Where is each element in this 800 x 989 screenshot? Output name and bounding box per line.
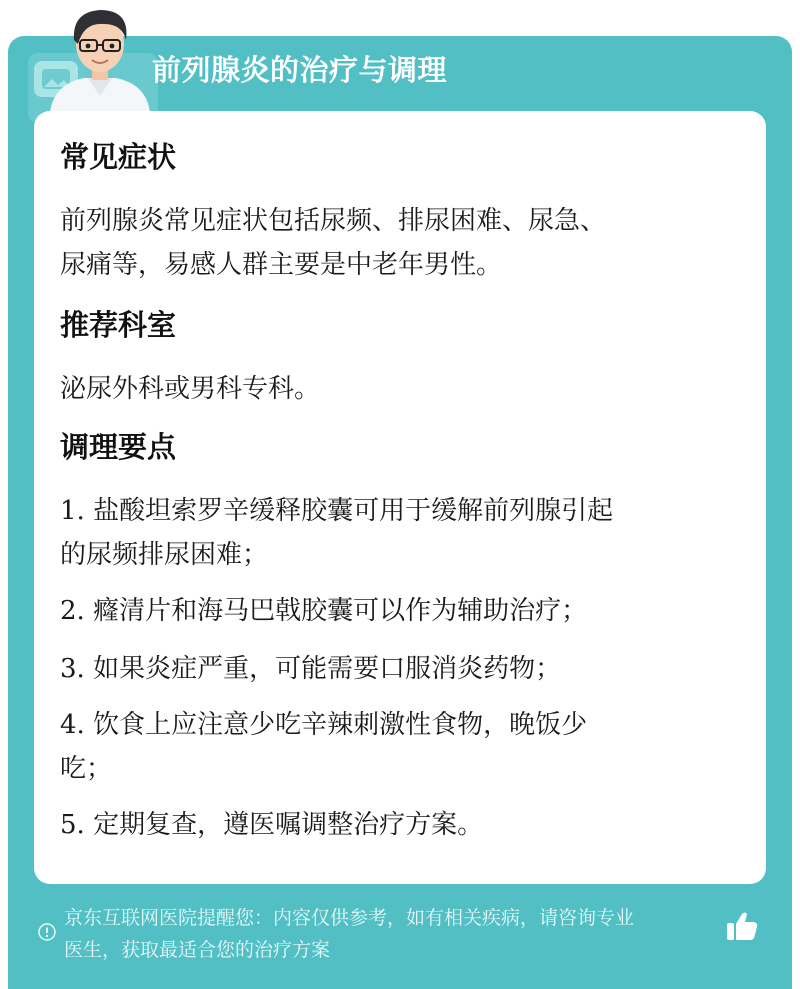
list-text: 定期复查，遵医嘱调整治疗方案。	[93, 810, 484, 840]
symptoms-text	[60, 199, 740, 287]
list-number: 1.	[60, 496, 85, 526]
list-number: 4.	[60, 710, 85, 740]
page-title: 前列腺炎的治疗与调理	[152, 53, 448, 87]
list-number: 5.	[60, 810, 85, 840]
care-heading: 调理要点	[60, 430, 177, 464]
info-icon	[37, 922, 57, 942]
list-number: 2.	[60, 596, 85, 626]
list-text: 如果炎症严重，可能需要口服消炎药物；	[93, 654, 562, 684]
list-text: 癃清片和海马巴戟胶囊可以作为辅助治疗；	[93, 596, 588, 626]
symptoms-line: 前列腺炎常见症状包括尿频、排尿困难、尿急、	[60, 206, 607, 236]
disclaimer	[64, 902, 724, 966]
list-text: 盐酸坦索罗辛缓释胶囊可用于缓解前列腺引起	[93, 496, 614, 526]
list-item	[60, 489, 740, 577]
list-item	[60, 589, 740, 633]
list-item	[60, 647, 740, 691]
list-text: 的尿频排尿困难；	[60, 540, 269, 570]
list-item	[60, 703, 740, 791]
content-panel	[34, 111, 766, 884]
list-text: 吃；	[60, 754, 113, 784]
department-text: 泌尿外科或男科专科。	[60, 374, 321, 404]
disclaimer-line: 医生，获取最适合您的治疗方案	[64, 939, 331, 961]
list-text: 饮食上应注意少吃辛辣刺激性食物，晚饭少	[93, 710, 588, 740]
symptoms-line: 尿痛等，易感人群主要是中老年男性。	[60, 250, 503, 280]
symptoms-heading: 常见症状	[60, 140, 177, 174]
department-heading: 推荐科室	[60, 308, 177, 342]
list-number: 3.	[60, 654, 85, 684]
doctor-avatar-icon	[44, 0, 156, 112]
thumbs-up-icon[interactable]	[724, 908, 760, 944]
list-item	[60, 803, 740, 847]
disclaimer-line: 京东互联网医院提醒您：内容仅供参考，如有相关疾病，请咨询专业	[64, 907, 635, 929]
